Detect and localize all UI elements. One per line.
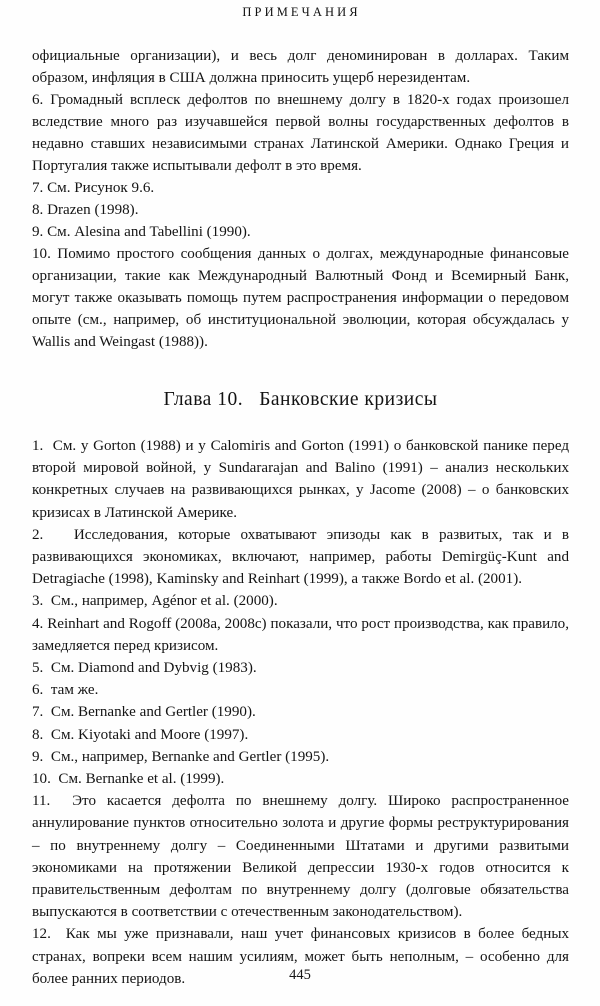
note-item [32, 590, 569, 612]
note-item [32, 435, 569, 524]
note-text: См. Bernanke and Gertler (1990). [50, 704, 256, 721]
note-item [32, 613, 569, 657]
note-text: См. Рисунок 9.6. [47, 180, 155, 196]
note-text: Drazen (1998). [47, 202, 139, 218]
chapter-label: Глава 10. [163, 389, 244, 410]
page-body [32, 45, 569, 990]
note-number: 8. [32, 726, 44, 743]
note-item [32, 221, 569, 243]
note-sep [50, 793, 72, 809]
note-item [32, 243, 569, 353]
note-text: там же. [50, 682, 99, 699]
note-item [32, 768, 569, 790]
note-text: Помимо простого сообщения данных о долгах, международные финансовые организации, такие как Международный Валютный Фонд и Всемирный Банк, могут также оказывать помощь путем распространения информации о передовом опыте (см., например, об институциональной эволюции, которая обсуждалась у Wallis and Weingast (1988)). [32, 246, 569, 350]
note-number: 9. [32, 224, 44, 240]
note-text: См. Kiyotaki and Moore (1997). [50, 726, 249, 743]
continued-note-paragraph: официальные организации), и весь долг деноминирован в долларах. Таким образом, инфляция в США должна приносить ущерб нерезидентам. [32, 48, 569, 86]
note-sep [43, 682, 51, 698]
note-number: 12. [32, 926, 51, 943]
note-sep [43, 704, 51, 720]
note-item [32, 679, 569, 701]
note-item [32, 89, 569, 177]
note-item [32, 701, 569, 723]
note-number: 6. [32, 682, 44, 699]
notes-block-chapter-10 [32, 435, 569, 990]
chapter-title: Банковские кризисы [259, 389, 438, 410]
note-number: 10. [32, 771, 51, 788]
note-sep [43, 749, 51, 765]
chapter-heading-gap [243, 389, 259, 410]
note-number: 7. [32, 180, 44, 196]
note-text: Это касается дефолта по внешнему долгу. Широко распространенное аннулирование пунктов относительно золота и другие формы реструктурирования – по внутреннему долгу – Соединенными Штатами и другими развитыми экономиками на протяжении Великой депрессии 1930-х годов относится к правительственным дефолтам по внутреннему долгу (долговые обязательства выпускаются в соответствии с отечественным законодательством). [32, 793, 570, 921]
note-number: 5. [32, 660, 44, 677]
note-number: 9. [32, 748, 44, 765]
note-number: 2. [32, 526, 44, 543]
note-number: 11. [32, 793, 51, 810]
note-sep [51, 926, 66, 942]
note-text: Как мы уже признавали, наш учет финансовых кризисов в более бедных странах, вопреки всем нашим усилиям, может быть неполным, – особенно для более ранних периодов. [32, 926, 570, 987]
note-sep [43, 527, 74, 543]
note-number: 4. [32, 615, 44, 632]
note-item [32, 524, 569, 591]
note-text: См. у Gorton (1988) и у Calomiris and Gorton (1991) о банковской панике перед второй мировой войной, у Sundararajan and Balino (1991) – анализ нескольких конкретных случаев на развивающихся рынках, у Jacome (2008) – о банковских кризисах в Латинской Америке. [32, 438, 569, 521]
note-text: См. Alesina and Tabellini (1990). [47, 224, 251, 240]
note-item [32, 790, 569, 923]
chapter-heading [32, 353, 569, 435]
note-number: 6. [32, 92, 44, 108]
note-item [32, 746, 569, 768]
running-head: ПРИМЕЧАНИЯ [242, 5, 361, 19]
note-number: 7. [32, 704, 44, 721]
note-number: 10. [32, 246, 51, 262]
note-item [32, 657, 569, 679]
note-text: См. Bernanke et al. (1999). [58, 771, 225, 788]
note-item [32, 199, 569, 221]
note-text: Громадный всплеск дефолтов по внешнему долгу в 1820-х годах произошел вследствие много раз изучавшейся первой волны государственных дефолтов в недавно ставших независимыми странах Латинской Америки. Однако Греция и Португалия также испытывали дефолт в это время. [32, 92, 569, 174]
note-item [32, 724, 569, 746]
note-sep [43, 438, 52, 454]
note-sep [43, 727, 51, 743]
note-number: 1. [32, 438, 44, 454]
note-sep [43, 660, 51, 676]
note-item [32, 177, 569, 199]
note-text: См., например, Agénor et al. (2000). [50, 593, 278, 610]
note-text: См. Diamond and Dybvig (1983). [50, 660, 257, 677]
note-text: Исследования, которые охватывают эпизоды как в развитых, так и в развивающихся экономиках, включают, например, работы Demirgüç-Kunt and Detragiache (1998), Kaminsky and Reinhart (1999), а также Bordo et al. (2001). [32, 526, 569, 588]
note-text: См., например, Bernanke and Gertler (1995). [50, 748, 330, 765]
page-number: 445 [289, 967, 311, 983]
note-text: Reinhart and Rogoff (2008a, 2008c) показали, что рост производства, как правило, замедляется перед кризисом. [32, 615, 570, 654]
note-number: 3. [32, 593, 44, 610]
note-sep [43, 593, 51, 609]
note-number: 8. [32, 202, 44, 218]
notes-block-chapter-9 [32, 45, 569, 353]
